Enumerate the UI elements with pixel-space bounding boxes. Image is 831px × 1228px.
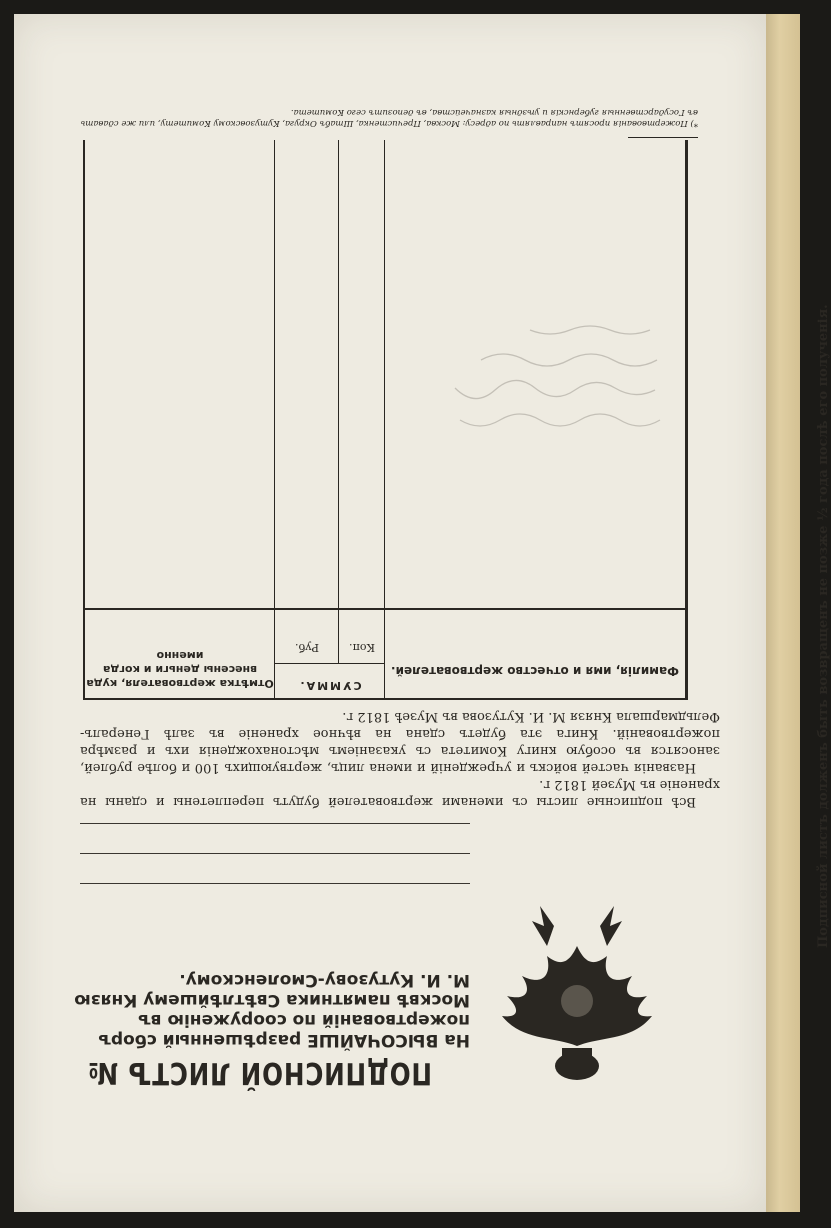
blank-line-2[interactable] <box>80 853 470 854</box>
column-header-mark: Отмѣтка жертвователя, куда внесены деньги и когда именно <box>86 649 274 690</box>
form-title: ПОДПИСНОЙ ЛИСТЪ № <box>87 1055 432 1090</box>
table-header <box>85 608 685 700</box>
column-header-sum: СУММА. <box>298 679 362 692</box>
notice-text <box>80 708 720 810</box>
return-deadline-note <box>810 108 830 948</box>
footnote-rule <box>628 137 698 138</box>
column-header-name: Фамилія, имя и отчество жертвователей. <box>390 664 680 678</box>
column-header-rub: Руб. <box>295 641 319 654</box>
return-deadline-text: Подписной листъ долженъ быть возвращенъ не позже ½ года послѣ его полученія. <box>816 304 831 948</box>
form-subtitle: На ВЫСОЧАЙШЕ разрѣшенный сборъ пожертвованій по сооруженію въ Москвѣ памятника Свѣтлѣйшему Князю М. И. Кутузову-Смоленскому. <box>74 970 470 1050</box>
notice-paragraph-2: Названія частей войскъ и учрежденій и имена лицъ, жертвующихъ 100 и болѣе рублей, заносятся въ особую книгу Комитета съ указаніемъ мѣстонахожденія ихъ и размѣра пожертвованій. Книга эта будетъ сдана на вѣчное храненіе въ залѣ Генералъ-Фельдмаршала Князя М. И. Кутузова въ Музеѣ 1812 г. <box>80 709 720 775</box>
double-headed-eagle-crest <box>492 896 662 1096</box>
blank-line-3[interactable] <box>80 823 470 824</box>
cell-sum[interactable] <box>275 142 385 610</box>
footnote: *) Пожертвованія просятъ направлять по адресу: Москва, Пречистенка, Штабъ Округа, Кутузовскому Комитету, или же сдавать въ Государственныя губернскія и уѣздныя казначейства, въ депозитъ сего Комитета. <box>80 107 698 128</box>
notice-paragraph-1: Всѣ подписные листы съ именами жертвователей будутъ переплетены и сданы на храненіе въ Музей 1812 г. <box>80 777 720 809</box>
blank-line-1[interactable] <box>80 883 470 884</box>
faint-pencil-handwriting <box>405 310 665 440</box>
column-header-kop: Коп. <box>349 641 375 654</box>
donation-table <box>83 140 688 700</box>
cell-mark[interactable] <box>85 142 275 610</box>
